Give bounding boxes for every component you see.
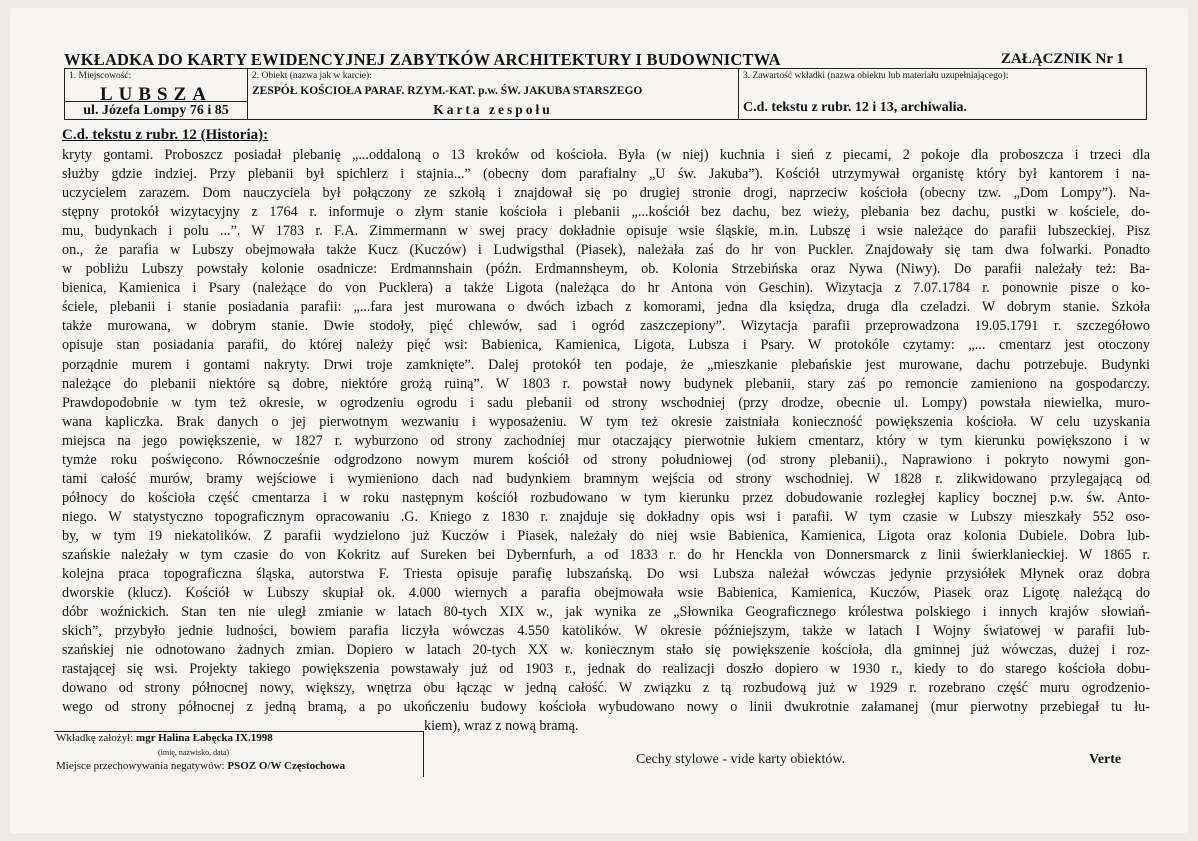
text-line: tymże roku poświęcono. Równocześnie odgrodzono nowym murem kościół od strony południowej (od strony plebanii)., Naprawiono i pokryto nowymi gon-	[62, 451, 1150, 468]
object-name: ZESPÓŁ KOŚCIOŁA PARAF. RZYM.-KAT. p.w. ŚW. JAKUBA STARSZEGO	[252, 85, 643, 97]
text-line: wego od strony północnej z jedną bramą, a po ukończeniu budowy kościoła wybudowano nowy o linii dwukrotnie załamanej (mur pierwotny przebiegał tu łu-	[62, 699, 1150, 716]
text-line: niego. W statystyczno topograficznym opracowaniu .G. Kniego z 1830 r. znajduje się dokładny opis wsi i parafii. W tym czasie w Lubszy mieszkały 552 oso-	[62, 508, 1150, 525]
text-line: on., że parafia w Lubszy obejmowała także Kucz (Kuczów) i Ludwigsthal (Piasek), należała zaś do hr von Puckler. Znajdowały się tam dwa folwarki. Ponadto	[62, 242, 1150, 259]
section-heading: C.d. tekstu z rubr. 12 (Historia):	[62, 127, 269, 143]
attachment-number: ZAŁĄCZNIK Nr 1	[1000, 51, 1124, 67]
footer-box	[54, 731, 424, 777]
text-line: kryty gontami. Proboszcz posiadał plebanię „...oddaloną o 13 kroków od kościoła. Była (w niej) kuchnia i sień z piecami, 2 pokoje dla proboszcza i trzeci dla	[62, 147, 1150, 163]
text-line: służby gdzie indziej. Przy plebanii był spichlerz i stajnia...” (obecny dom parafialny „U św. Jakuba”). Kościół utrzymywał organistę który był kantorem i na-	[62, 166, 1150, 183]
text-line: wana kapliczka. Brak danych o jej pierwotnym wezwaniu i wyposażeniu. W tym też okresie zaistniała konieczność powiększenia kościoła. W celu uzyskania	[62, 413, 1150, 430]
verte-label: Verte	[1089, 752, 1122, 767]
content-value: C.d. tekstu z rubr. 12 i 13, archiwalia.	[743, 100, 968, 115]
style-note: Cechy stylowe - vide karty obiektów.	[636, 752, 846, 767]
storage-value: PSOZ O/W Częstochowa	[227, 760, 346, 772]
text-line: kolejna praca topograficzna śląska, autorstwa F. Triesta opisuje parafię lubszańską. Do wsi Lubsza należał wówczas jedynie przysiółek Młynek oraz dobra	[62, 566, 1150, 583]
text-line: dworskie (klucz). Kościół w Lubszy skupiał ok. 4.000 wiernych a parafia obejmowała wsie Babienica, Kamienica, Kuczów, Piasek oraz Ligotę należącą do	[62, 585, 1150, 602]
text-line: szańskie należały w tym czasie do von Kokritz auf Sureken bei Dybernfurh, a od 1833 r. do hr Henckla von Donnersmarck z linii świerklanieckiej. W 1865 r.	[62, 546, 1150, 563]
locality-name: LUBSZA	[99, 84, 213, 105]
text-line: dóbr woźnickich. Stan ten nie uległ zmianie w latach 80-tych XIX w., jak wynika ze „Słownika Geograficznego królestwa polskiego i innych krajów słowiań-	[62, 604, 1150, 621]
text-line: w pobliżu Lubszy powstały kolonie osadnicze: Erdmannshain (późn. Erdmannsheym, ob. Kolonia Strzebińska oraz Nywa (Niwy). Do parafii należały też: Ba-	[62, 261, 1150, 278]
locality-label: 1. Miejscowość:	[69, 71, 132, 81]
document-title: WKŁADKA DO KARTY EWIDENCYJNEJ ZABYTKÓW ARCHITEKTURY I BUDOWNICTWA	[64, 50, 781, 69]
text-line: kiem), wraz z nową bramą.	[424, 718, 579, 735]
text-line: skich”, przybyło jednie ludności, bowiem parafia liczyła wówczas 4.550 katolików. W okresie późniejszym, także w latach I Wojny światowej w parafii lub-	[62, 623, 1150, 640]
storage-label: Miejsce przechowywania negatywów:	[56, 760, 225, 772]
text-line: bienica, Kamienica i Psary (należące do von Pucklera) a także Ligota (należąca do hr Antona von Geschin). Wizytacja z 7.07.1784 r. ponownie pisze o ko-	[62, 280, 1150, 297]
text-line: stępny protokół wizytacyjny z 1764 r. informuje o złym stanie kościoła i plebanii „...kościół bez dachu, bez wieży, plebania bez dachu, pustki w kościele, do-	[62, 204, 1150, 221]
text-line: uczycielem zarazem. Dom nauczyciela był połączony ze szkołą i znajdował się po drugiej stronie drogi, naprzeciw kościoła (obecny tzw. „Dom Lompy”). Na-	[62, 185, 1150, 202]
storage-line	[56, 760, 345, 772]
founder-value: mgr Halina Łabęcka IX.1998	[136, 732, 273, 744]
locality-box	[64, 68, 248, 120]
text-line: północy do kościoła część cmentarza i w roku następnym kościół rozbudowano w tym kierunku przez dobudowanie rozległej kaplicy bocznej p.w. św. Anto-	[62, 489, 1150, 506]
content-box	[738, 68, 1147, 120]
object-subtitle: Karta zespołu	[433, 102, 553, 117]
text-line: mu, budynkach i polu ...”. W 1783 r. F.A. Zimmermann w swej pracy dokładnie opisuje wsie śląskie, m.in. Lubszę i wsie należące do parafii lubszeckiej. Pisz	[62, 223, 1150, 240]
text-line: szańskiej nie odnotowano żadnych zmian. Dopiero w latach 20-tych XX w. koniecznym stało się powiększenie kościoła, dla gminnej już wówczas, dużej i roz-	[62, 642, 1150, 659]
founder-line	[56, 732, 273, 744]
text-line: także murowana, w dobrym stanie. Dwie stodoły, pięć chlewów, sad i ogród zaszczepiony”. Wizytacja parafii przeprowadzona 19.05.1791 r. szczegółowo	[62, 318, 1150, 335]
text-line: opisuje stan posiadania parafii, do której należy pięć wsi: Babienica, Kamienica, Ligota, Lubsza i Psary. W protokóle czytamy: „... cmentarz jest otoczony	[62, 337, 1150, 354]
text-line: porządnie murem i gontami nakryty. Drwi troje zamknięte”. Dalej protokół ten podaje, że „mieszkanie plebańskie jest murowane, dachu potrzebuje. Budynki	[62, 356, 1150, 373]
text-line: rastającej się wsi. Projekty takiego powiększenia powstawały już od 1903 r., jednak do realizacji doszło dopiero w 1930 r., kiedy to do starego kościoła dobu-	[62, 661, 1150, 678]
text-line: miejsca na jego powiększenie, w 1827 r. wyburzono od strony zachodniej mur otaczający pierwotnie łukiem cmentarz, który w tym kierunku powiększono i w	[62, 432, 1150, 449]
founder-note: (imię, nazwisko, data)	[158, 748, 230, 757]
text-line: należące do plebanii niektóre są dobre, niektóre grożą ruiną”. W 1803 r. powstał nowy budynek plebanii, stary zaś po remoncie zamieniono na gospodarczy.	[62, 375, 1150, 392]
text-line: dowano od strony północnej nowy, większy, wnętrza obu łącząc w jedną całość. W związku z tą rozbudową już w 1929 r. rozebrano część muru ogrodzenio-	[62, 680, 1150, 697]
locality-address: ul. Józefa Lompy 76 i 85	[65, 101, 247, 120]
content-label: 3. Zawartość wkładki (nazwa obiektu lub materiału uzupełniającego):	[743, 71, 1009, 81]
text-line: tami całość murów, bramy wejściowe i wymieniono dach nad budynkiem bramnym wejścia od strony wschodniej. W 1828 r. zlikwidowano przylegającą od	[62, 470, 1150, 487]
history-text	[62, 146, 1150, 736]
object-label: 2. Obiekt (nazwa jak w karcie):	[252, 71, 372, 81]
founder-label: Wkładkę założył:	[56, 732, 134, 744]
document-sheet	[10, 8, 1188, 833]
text-line: by, w tym 19 niekatolików. Z parafii wydzielono już Kuczów i Piasek, należały do niej wsie Babienica, Kamienica, Ligota oraz kolonia Dubiele. Dobra lub-	[62, 527, 1150, 544]
text-line: Prawdopodobnie w tym też okresie, w ogrodzeniu ogrodu i sadu plebanii od strony wschodniej (przy drodze, obecnie ul. Lompy) powstała niewielka, muro-	[62, 394, 1150, 411]
text-line: ściele, plebanii i stanie posiadania parafii: „...fara jest murowana o dwóch izbach z komorami, jedna dla księdza, druga dla czeladzi. W dobrym stanie. Szkoła	[62, 299, 1150, 316]
object-box	[247, 68, 739, 120]
